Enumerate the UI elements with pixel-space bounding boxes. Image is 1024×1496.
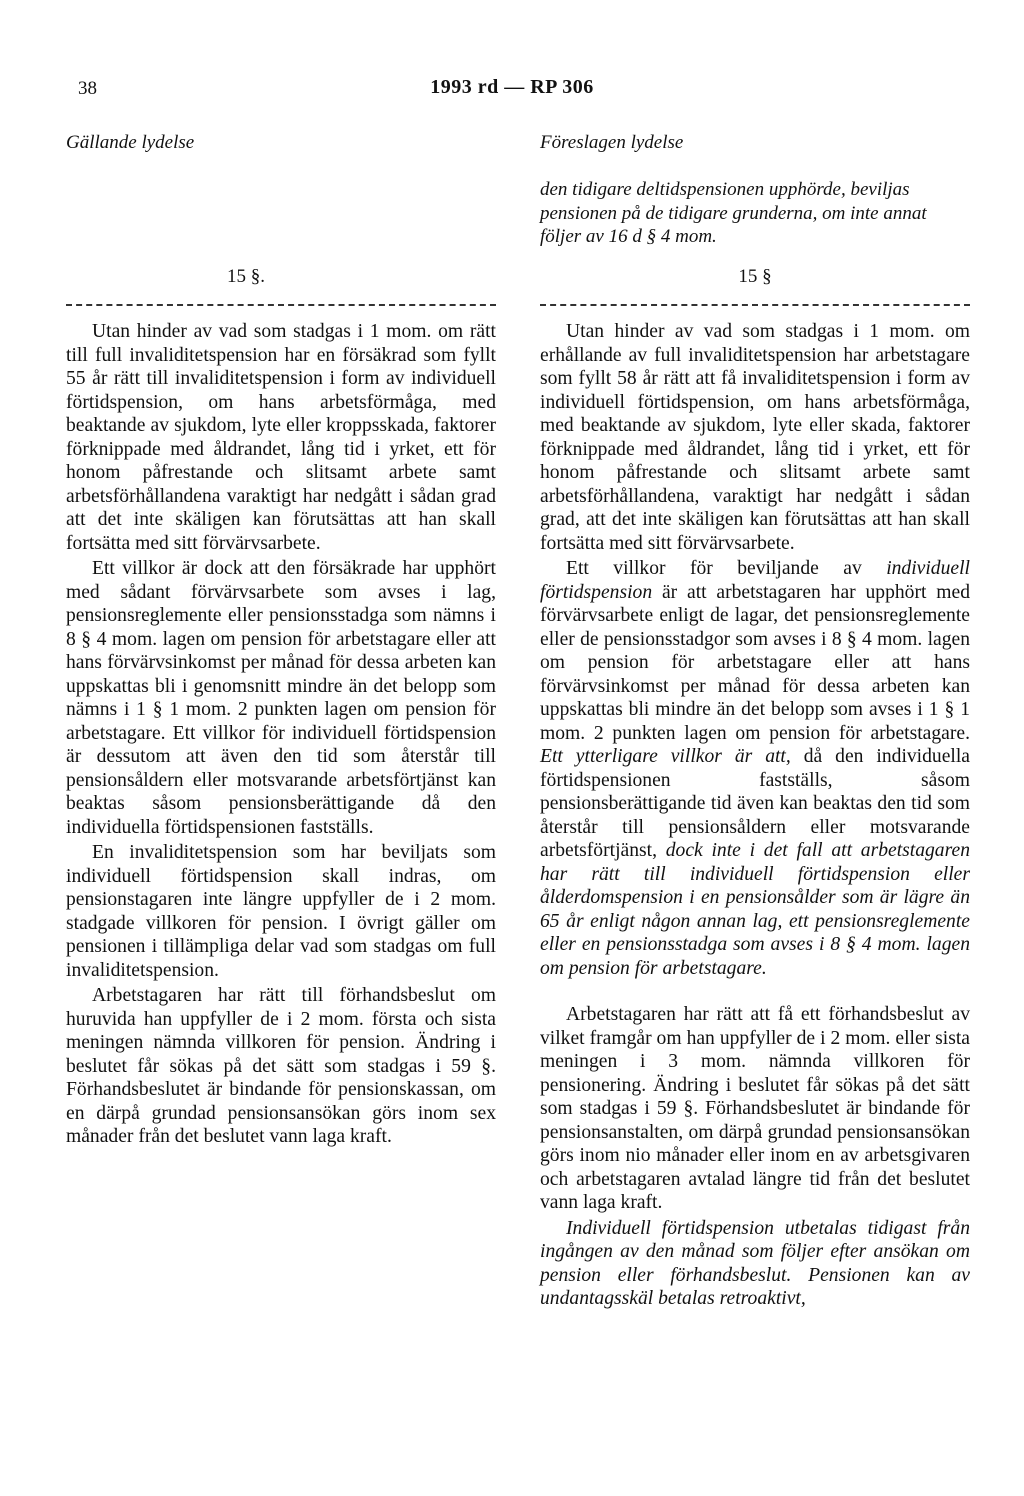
right-section-number: 15 § (738, 266, 772, 287)
current-wording-column (66, 132, 496, 1151)
left-paragraph: Arbetstagaren har rätt till förhandsbeslut om huruvida han uppfyller de i 2 mom. första och sista meningen nämnda villkoren för pension. Ändring i beslutet får sökas på det sätt som stadgas i 59 §. Förhandsbeslutet är bindande för pensionskassan, om en därpå grundad pensionsansökan görs inom sex månader från det beslutet vann laga kraft. (66, 985, 496, 1147)
left-section-number: 15 §. (227, 266, 265, 287)
italic-run: individuell förtidspension (540, 558, 970, 603)
italic-run: Ett ytterligare villkor är att, (540, 746, 791, 767)
right-dashed-divider (540, 304, 970, 306)
current-wording-heading: Gällande lydelse (66, 132, 195, 153)
right-intro-text: den tidigare deltidspensionen upphörde, beviljas pensionen på de tidigare grunderna, om inte annat följer av 16 d § 4 mom. (540, 179, 927, 247)
right-paragraph: Utan hinder av vad som stadgas i 1 mom. om erhållande av full invaliditetspension har arbetstagare som fyllt 58 år rätt att få invaliditetspension i form av individuell förtidspension, om hans arbetsförmåga, med beaktande av sjukdom, lyte eller skada, faktorer förknippade med åldrandet, lång tid i yrket, ett för honom påfrestande och slitsamt arbete samt arbetsförhållandena, varaktigt har nedgått i sådan grad, att det inte skäligen kan förutsättas att han skall fortsätta med sitt förvärvsarbete. (540, 321, 970, 554)
text-run: är att arbetstagaren har upphört med förvärvsarbete enligt de lagar, det pensionsreglemente eller de pensionsstadgor som avses i 8 § 4 mom. lagen om pension för arbetstagare eller att hans förvärvsinkomst per månad för dessa arbeten kan uppskattas bli mindre än det belopp som avses i 1 § 1 mom. 2 punkten lagen om pension för arbetstagare. (540, 581, 970, 744)
left-spacer (66, 178, 496, 266)
running-title: 1993 rd — RP 306 (430, 76, 594, 98)
page-number: 38 (78, 78, 97, 99)
right-paragraph: Arbetstagaren har rätt att få ett förhandsbeslut av vilket framgår om han uppfyller de i 2 mom. eller sista meningen i 3 mom. nämnda villkoren för pensionering. Ändring i beslutet får sökas på det sätt som stadgas i 59 §. Förhandsbeslutet är bindande för pensionsanstalten, om därpå grundad pensionsansökan görs inom nio månader eller inom en av arbetsgivaren och arbetstagaren avtalad längre tid från det beslutet vann laga kraft. (540, 1004, 970, 1213)
left-paragraph: Utan hinder av vad som stadgas i 1 mom. om rätt till full invaliditetspension har en försäkrad som fyllt 55 år rätt till invaliditetspension i form av individuell förtidspension, om hans arbetsförmåga, med beaktande av sjukdom, lyte eller kroppsskada, faktorer förknippade med åldrandet, lång tid i yrket, ett för honom påfrestande och slitsamt arbete samt arbetsförhållandena varaktigt har nedgått i sådan grad att det inte skäligen kan förutsättas att han skall fortsätta med sitt förvärvsarbete. (66, 321, 496, 554)
text-run: då den individuella förtidspensionen fastställs, såsom pensionsberättigande tid även kan beaktas den tid som återstår till pensionsåldern eller motsvarande arbetsförtjänst, (540, 746, 970, 861)
right-paragraph: Individuell förtidspension utbetalas tidigast från ingången av den månad som följer efter ansökan om pension eller förhandsbeslut. Pensionen kan av undantagsskäl betalas retroaktivt, (540, 1217, 970, 1309)
page-header (0, 70, 1024, 110)
proposed-wording-heading: Föreslagen lydelse (540, 132, 684, 153)
left-paragraph: Ett villkor är dock att den försäkrade har upphört med sådant förvärvsarbete som avses i lag, pensionsreglemente eller pensionsstadga som nämns i 8 § 4 mom. lagen om pension för arbetstagare eller att hans förvärvsinkomst per månad för dessa arbeten kan uppskattas bli i genomsnitt mindre än det belopp som nämns i 1 § 1 mom. 2 punkten lagen om pension för arbetstagare. Ett villkor för individuell förtidspension är dessutom att även den tid som återstår till pensionsåldern eller motsvarande arbetsförtjänst kan beaktas såsom pensionsberättigande då den individuella förtidspensionen fastställs. (66, 558, 496, 838)
italic-run: dock inte i det fall att arbetstagaren har rätt till individuell förtidspension eller ålderdomspension i en pensionsålder som är lägre än 65 år enligt någon annan lag, ett pensionsreglemente eller en pensionsstadga som avses i 8 § 4 mom. lagen om pension för arbetstagare. (540, 840, 970, 979)
text-run: Ett villkor för beviljande av (566, 558, 887, 579)
left-dashed-divider (66, 304, 496, 306)
right-paragraph (540, 557, 970, 980)
left-paragraph: En invaliditetspension som har beviljats som individuell förtidspension skall indras, om pensionstagaren inte längre uppfyller de i 2 mom. stadgade villkoren för pension. I övrigt gäller om pensionen i tillämpliga delar vad som stadgas om full invaliditetspension. (66, 842, 496, 981)
proposed-wording-column (540, 132, 970, 1313)
